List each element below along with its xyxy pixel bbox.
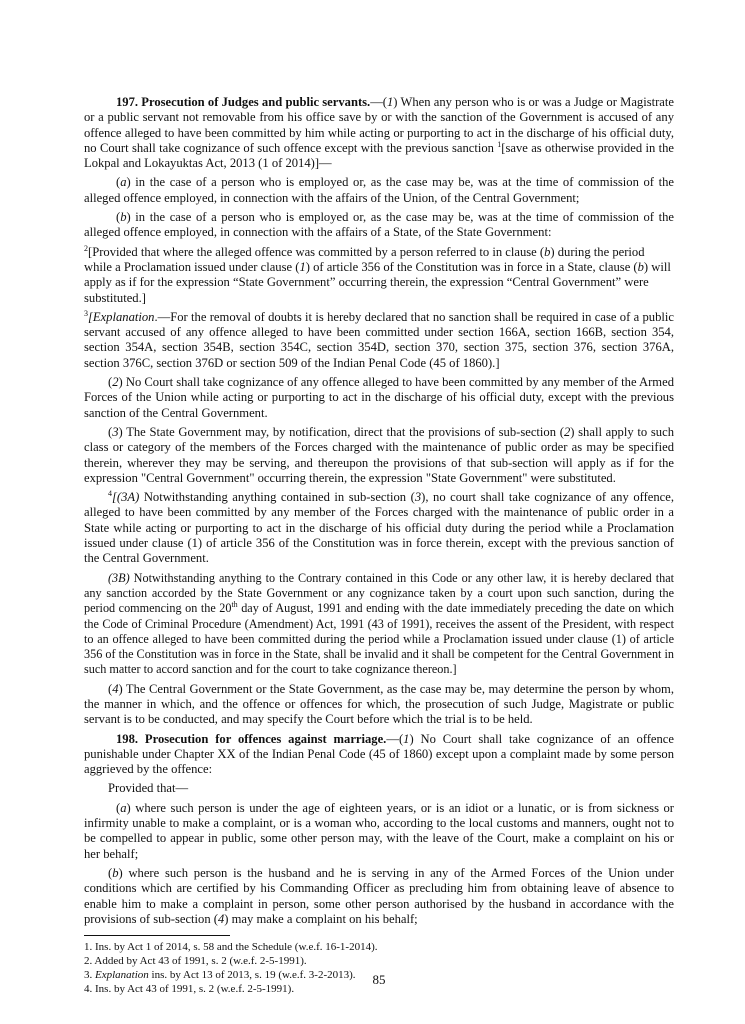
footnote-1: 1. Ins. by Act 1 of 2014, s. 58 and the Schedule (w.e.f. 16-1-2014). — [84, 941, 378, 954]
section-198-clause-b: (b) where such person is the husband and he is serving in any of the Armed Forces of the Union under conditions which are certified by his Commanding Officer as precluding him from obtaining leave of absence to enable him to make a complaint in person, some other person authorised by the husband in accordance with the provisions of sub-section (4) may make a complaint on his behalf; — [84, 865, 674, 926]
section-198-intro: 198. Prosecution for offences against marriage.—(1) No Court shall take cognizance of an offence punishable under Chapter XX of the Indian Penal Code (45 of 1860) except upon a complaint made by some person aggrieved by the offence: — [84, 731, 674, 777]
section-197-proviso: $^2$[Provided that where the alleged offence was committed by a person referred to in clause (b) during the period while a Proclamation issued under clause (1) of article 356 of the Constitution was in force in a State, clause (b) will apply as if for the expression “State Government” occurring therein, the expression “Central Government” were substituted.] — [84, 243, 671, 305]
footnote-ref-1: 1 — [497, 139, 502, 149]
section-197-subsection-2: (2) No Court shall take cognizance of any offence alleged to have been committed by any member of the Armed Forces of the Union while acting or purporting to act in the discharge of his official duty, except with the previous sanction of the Central Government. — [84, 375, 674, 420]
footnote-4: 4. Ins. by Act 43 of 1991, s. 2 (w.e.f. 2-5-1991). — [84, 983, 295, 996]
section-197-explanation: $^3$[Explanation.—For the removal of doubts it is hereby declared that no sanction shall be required in case of a public servant accused of any offence alleged to have been committed under section 166A, section 166B, section 354, section 354A, section 354B, section 354C, section 354D, section 370, section 375, section 376, section 376A, section 376C, section 376D or section 509 of the Indian Penal Code (45 of 1860).] — [84, 308, 674, 370]
footnote-ref-3: 3 — [84, 308, 88, 318]
page-number: 85 — [372, 972, 386, 987]
footnote-3: 3. Explanation ins. by Act 13 of 2013, s. 19 (w.e.f. 3-2-2013). — [84, 969, 356, 982]
section-198-provided: Provided that— — [108, 781, 189, 796]
section-197-subsection-3b: (3B) Notwithstanding anything to the Contrary contained in this Code or any other law, it is hereby declared that any sanction accorded by the State Government or any cognizance taken by a court upon such sanction, during the period commencing on the 20th day of August, 1991 and ending with the date immediately preceding the date on which the Code of Criminal Procedure (Amendment) Act, 1991 (43 of 1991), receives the assent of the President, with respect to an offence alleged to have been committed during the period while a Proclamation issued under clause (1) of article 356 of the Constitution was in force in the State, shall be invalid and it shall be competent for the Central Government in such matter to accord sanction and for the court to take cognizance thereon.] — [84, 570, 674, 677]
section-198-heading: 198. Prosecution for offences against marriage. — [116, 731, 387, 746]
footnote-2: 2. Added by Act 43 of 1991, s. 2 (w.e.f. 2-5-1991). — [84, 955, 307, 968]
footnote-ref-4: 4 — [108, 488, 112, 498]
document-page — [84, 95, 674, 996]
section-198-clause-a: (a) where such person is under the age of eighteen years, or is an idiot or a lunatic, or is from sickness or infirmity unable to make a complaint, or is a woman who, according to the local customs and manners, ought not to be compelled to appear in public, some other person may, with the leave of the Court, make a complaint on his or her behalf; — [84, 800, 674, 861]
footnote-ref-2: 2 — [84, 243, 88, 253]
section-197-subsection-4: (4) The Central Government or the State Government, as the case may be, may determine the person by whom, the manner in which, and the offence or offences for which, the prosecution of such Judge, Magistrate or public servant is to be conducted, and may specify the Court before which the trial is to be held. — [84, 681, 674, 727]
section-197-clause-b: (b) in the case of a person who is employed or, as the case may be, was at the time of commission of the alleged offence employed, in connection with the affairs of a State, of the State Government: — [84, 210, 674, 240]
section-197-intro: 197. Prosecution of Judges and public servants.—(1) When any person who is or was a Judge or Magistrate or a public servant not removable from his office save by or with the sanction of the Government is accused of any offence alleged to have been committed by him while acting or purporting to act in the discharge of his official duty, no Court shall take cognizance of such offence except with the previous sanction $^1$[save as otherwise provided in the Lokpal and Lokayuktas Act, 2013 (1 of 2014)]— — [84, 95, 674, 171]
section-197-subsection-3a: $^4$[(3A) Notwithstanding anything contained in sub-section (3), no court shall take cognizance of any offence, alleged to have been committed by any member of the Forces charged with the maintenance of public order in a State while acting or purporting to act in the discharge of his official duty during the period while a Proclamation issued under clause (1) of article 356 of the Constitution was in force therein, except with the previous sanction of the Central Government. — [84, 488, 674, 566]
section-197-clause-a: (a) in the case of a person who is employed or, as the case may be, was at the time of commission of the alleged offence employed, in connection with the affairs of the Union, of the Central Government; — [84, 175, 674, 205]
footnote-divider — [84, 935, 230, 936]
section-197-subsection-3: (3) The State Government may, by notification, direct that the provisions of sub-section (2) shall apply to such class or category of the members of the Forces charged with the maintenance of public order as may be specified therein, wherever they may be serving, and thereupon the provisions of that sub-section will apply as if for the expression "Central Government" occurring therein, the expression "State Government" were substituted. — [84, 424, 674, 485]
section-197-heading: 197. Prosecution of Judges and public servants. — [116, 95, 371, 109]
